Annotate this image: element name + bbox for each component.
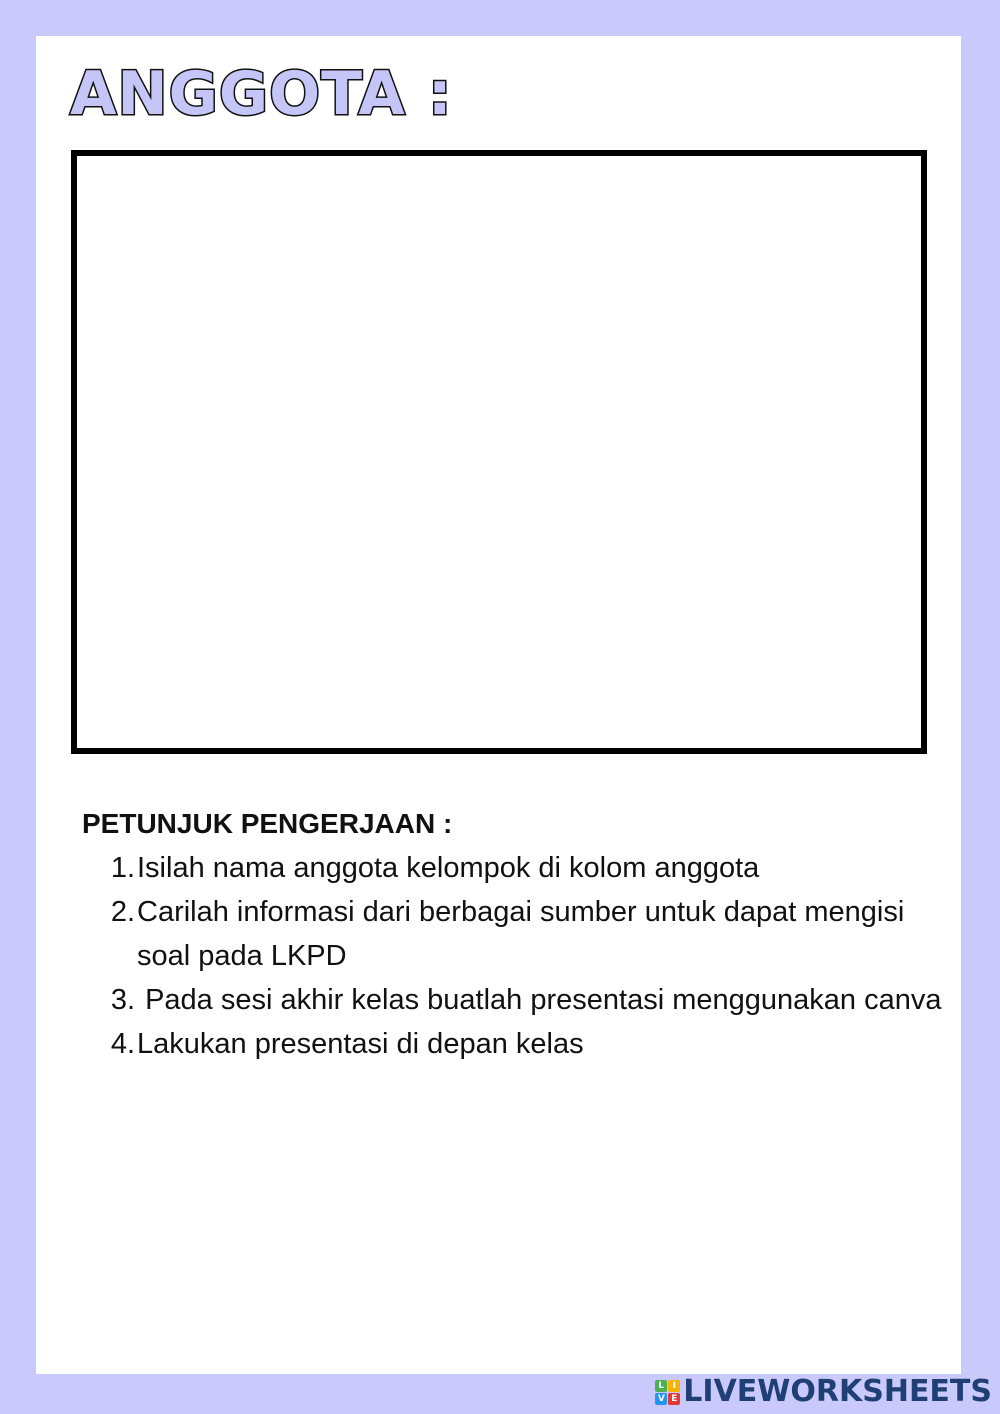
- list-item: [82, 890, 942, 978]
- instructions-section: [82, 804, 942, 1066]
- member-names-box[interactable]: [71, 150, 927, 754]
- logo-text: LIVEWORKSHEETS: [683, 1374, 992, 1409]
- item-text: Carilah informasi dari berbagai sumber untuk dapat mengisi soal pada LKPD: [137, 896, 905, 972]
- list-item: [82, 978, 942, 1022]
- page-title: ANGGOTA :: [70, 59, 453, 129]
- list-item: [82, 1022, 942, 1066]
- instructions-heading: PETUNJUK PENGERJAAN :: [82, 808, 453, 839]
- live-tiles-icon: [655, 1380, 680, 1405]
- list-item: [82, 846, 942, 890]
- tile-i: I: [668, 1380, 680, 1392]
- item-number: 2.: [110, 896, 135, 928]
- tile-l: L: [655, 1380, 667, 1392]
- tile-e: E: [668, 1393, 680, 1405]
- instructions-list: [82, 846, 942, 1066]
- item-text: Lakukan presentasi di depan kelas: [137, 1028, 584, 1060]
- item-text: Isilah nama anggota kelompok di kolom anggota: [137, 852, 760, 884]
- item-text: Pada sesi akhir kelas buatlah presentasi menggunakan canva: [137, 984, 942, 1016]
- liveworksheets-logo[interactable]: [655, 1374, 992, 1410]
- item-number: 1.: [110, 852, 135, 884]
- item-number: 3.: [110, 984, 135, 1016]
- tile-v: V: [655, 1393, 667, 1405]
- item-number: 4.: [110, 1028, 135, 1060]
